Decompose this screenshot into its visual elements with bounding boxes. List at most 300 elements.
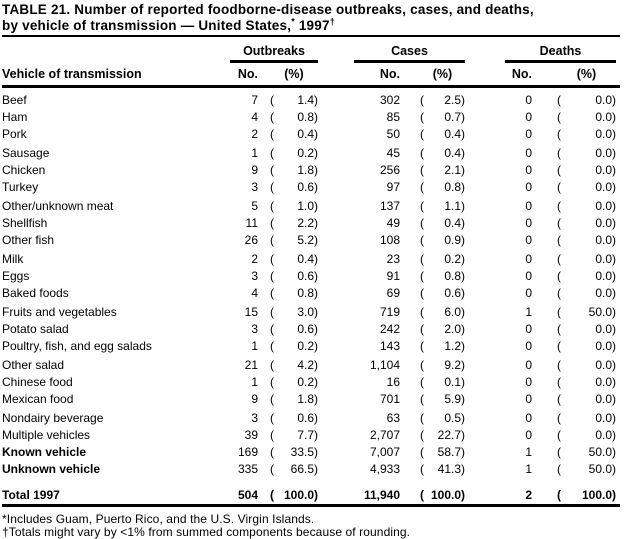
out-count: 169 [237,445,258,459]
open-paren: ( [557,286,561,300]
out-percent-value: 0.4) [297,252,318,266]
deaths-percent-value: 0.0) [595,428,616,442]
deaths-percent [532,486,616,504]
out-percent-value: 66.5) [290,462,318,476]
out-percent [258,162,318,179]
open-paren: ( [557,163,561,177]
out-percent-value: 1.8) [297,392,318,406]
cases-count: 137 [379,199,400,213]
out-count: 2 [251,252,258,266]
cases-percent-value: 1.1) [444,199,465,213]
deaths-percent [532,179,616,196]
open-paren: ( [420,93,424,107]
out-percent [258,304,318,321]
open-paren: ( [420,180,424,194]
asterisk-footnote-marker: * [291,16,295,26]
open-paren: ( [270,127,274,141]
open-paren: ( [557,146,561,160]
cases-percent-value: 9.2) [444,358,465,372]
out-percent [258,461,318,478]
cases-count: 69 [386,286,400,300]
cases-count: 4,933 [369,462,400,476]
deaths-percent [532,251,616,268]
table-body [2,88,620,478]
table-title-line2 [2,18,620,34]
out-count: 21 [244,358,258,372]
table-row [2,162,620,179]
cases-percent [400,179,465,196]
open-paren: ( [557,411,561,425]
open-paren: ( [557,180,561,194]
cases-percent [400,109,465,126]
vehicle-label: Pork [2,127,27,141]
out-count: 15 [244,305,258,319]
deaths-percent-value: 0.0) [595,339,616,353]
deaths-percent [532,374,616,391]
open-paren: ( [270,305,274,319]
out-count: 39 [244,428,258,442]
group-header-outbreaks-cell [230,43,318,63]
table-title-line1 [2,2,620,18]
out-percent [258,109,318,126]
open-paren: ( [270,411,274,425]
out-percent [258,357,318,374]
open-paren: ( [420,216,424,230]
open-paren: ( [557,305,561,319]
cases-percent [400,285,465,302]
open-paren: ( [557,488,561,502]
out-percent-value: 1.8) [297,163,318,177]
footnotes [2,513,620,539]
open-paren: ( [270,392,274,406]
open-paren: ( [420,199,424,213]
deaths-count: 0 [525,428,532,442]
cases-count: 49 [386,216,400,230]
open-paren: ( [420,269,424,283]
deaths-percent [532,285,616,302]
open-paren: ( [270,233,274,247]
deaths-percent [532,427,616,444]
cases-percent [400,321,465,338]
vehicle-label: Nondairy beverage [2,411,104,425]
deaths-count: 0 [525,216,532,230]
cases-percent [400,145,465,162]
deaths-count: 0 [525,358,532,372]
deaths-count: 0 [525,392,532,406]
deaths-count: 0 [525,93,532,107]
cases-percent [400,304,465,321]
out-count: 1 [251,375,258,389]
group-header-cases-cell [318,43,465,63]
cases-percent [400,357,465,374]
cases-count: 719 [379,305,400,319]
vehicle-label: Milk [2,252,24,266]
table-row [2,109,620,126]
cases-count: 256 [379,163,400,177]
deaths-percent-value: 0.0) [595,392,616,406]
table-row [2,321,620,338]
deaths-count: 0 [525,110,532,124]
deaths-count: 0 [525,411,532,425]
cases-percent-value: 0.8) [444,180,465,194]
out-percent-value: 0.6) [297,322,318,336]
cases-pct-header: (%) [432,67,453,81]
vehicle-label: Ham [2,110,28,124]
table-row [2,444,620,461]
open-paren: ( [557,216,561,230]
deaths-count: 0 [525,127,532,141]
cases-count: 11,940 [363,488,400,502]
deaths-percent-value: 0.0) [595,322,616,336]
outbreaks-no-header: No. [237,67,258,81]
open-paren: ( [270,93,274,107]
open-paren: ( [270,180,274,194]
cases-percent-value: 0.6) [444,286,465,300]
open-paren: ( [557,392,561,406]
out-percent-value: 0.8) [297,110,318,124]
cases-percent-value: 2.5) [444,93,465,107]
table-title-year: 1997 [294,17,330,33]
cases-percent [400,92,465,109]
cases-percent-value: 41.3) [437,462,465,476]
vehicle-label: Eggs [2,269,30,283]
column-subheader-row [2,63,620,85]
cases-count: 701 [379,392,400,406]
open-paren: ( [270,252,274,266]
open-paren: ( [420,392,424,406]
cases-count: 143 [379,339,400,353]
cases-count: 7,007 [369,445,400,459]
cases-percent [400,198,465,215]
cases-percent-value: 58.7) [437,445,465,459]
cases-percent [400,444,465,461]
open-paren: ( [557,252,561,266]
cases-count: 16 [386,375,400,389]
deaths-percent [532,391,616,408]
open-paren: ( [270,488,274,502]
table-row [2,198,620,215]
table-total-section [2,486,620,504]
open-paren: ( [270,199,274,213]
table-row [2,251,620,268]
out-count: 3 [251,269,258,283]
open-paren: ( [270,375,274,389]
open-paren: ( [270,163,274,177]
footnote-dagger: †Totals might vary by <1% from summed components because of rounding. [2,525,411,539]
open-paren: ( [420,305,424,319]
open-paren: ( [557,110,561,124]
open-paren: ( [420,411,424,425]
cases-percent [400,126,465,143]
deaths-count: 0 [525,199,532,213]
table-row [2,304,620,321]
table-title-text: by vehicle of transmission — United States, [2,17,292,33]
table-row [2,357,620,374]
out-percent [258,410,318,427]
cases-percent-value: 22.7) [437,428,465,442]
deaths-percent [532,126,616,143]
deaths-count: 0 [525,339,532,353]
vehicle-label: Other/unknown meat [2,199,114,213]
deaths-percent [532,92,616,109]
open-paren: ( [557,127,561,141]
out-count: 3 [251,180,258,194]
cases-percent-value: 0.5) [444,411,465,425]
open-paren: ( [420,286,424,300]
open-paren: ( [420,146,424,160]
table-row [2,391,620,408]
deaths-percent [532,215,616,232]
deaths-percent [532,444,616,461]
open-paren: ( [557,339,561,353]
deaths-count: 0 [525,286,532,300]
deaths-percent [532,232,616,249]
table-total-row [2,486,620,504]
open-paren: ( [557,233,561,247]
deaths-count: 0 [525,233,532,247]
cases-percent [400,251,465,268]
out-count: 4 [251,110,258,124]
cases-count: 63 [386,411,400,425]
cases-percent [400,486,465,504]
vehicle-label: Poultry, fish, and egg salads [2,339,152,353]
open-paren: ( [557,375,561,389]
out-count: 2 [251,127,258,141]
out-count: 1 [251,339,258,353]
out-count: 504 [237,488,258,502]
cases-percent-value: 0.8) [444,269,465,283]
deaths-percent [532,145,616,162]
out-percent [258,374,318,391]
row-header-label: Vehicle of transmission [2,67,142,81]
deaths-percent [532,304,616,321]
open-paren: ( [420,488,424,502]
out-count: 11 [245,216,258,230]
open-paren: ( [420,339,424,353]
cases-count: 97 [386,180,400,194]
deaths-count: 0 [525,322,532,336]
group-header-cases: Cases [354,43,465,63]
vehicle-label: Sausage [2,146,50,160]
out-count: 335 [237,462,258,476]
open-paren: ( [270,110,274,124]
out-percent-value: 0.6) [297,411,318,425]
deaths-percent-value: 0.0) [595,146,616,160]
cases-count: 45 [386,146,400,160]
open-paren: ( [270,462,274,476]
cases-percent-value: 0.9) [444,233,465,247]
out-percent [258,338,318,355]
deaths-percent-value: 0.0) [595,216,616,230]
deaths-count: 0 [525,146,532,160]
deaths-count: 0 [525,375,532,389]
table-row [2,126,620,143]
cases-no-header: No. [379,67,400,81]
out-percent-value: 1.0) [297,199,318,213]
table-row [2,268,620,285]
deaths-percent [532,321,616,338]
vehicle-label: Fruits and vegetables [2,305,117,319]
deaths-percent-value: 0.0) [595,252,616,266]
out-count: 9 [251,392,258,406]
out-count: 3 [251,322,258,336]
deaths-percent [532,198,616,215]
deaths-percent-value: 0.0) [595,93,616,107]
deaths-percent-value: 0.0) [595,180,616,194]
group-header-deaths-cell [465,43,616,63]
deaths-percent-value: 50.0) [588,445,616,459]
out-count: 3 [251,411,258,425]
vehicle-label: Known vehicle [2,445,87,459]
table-row [2,232,620,249]
open-paren: ( [420,252,424,266]
out-percent [258,391,318,408]
deaths-percent-value: 0.0) [595,233,616,247]
out-percent [258,486,318,504]
vehicle-label: Other salad [2,358,65,372]
cases-percent-value: 0.4) [444,146,465,160]
deaths-percent-value: 0.0) [595,110,616,124]
cases-count: 242 [379,322,400,336]
deaths-percent-value: 0.0) [595,358,616,372]
out-percent [258,251,318,268]
deaths-percent-value: 100.0) [581,488,616,502]
cases-percent-value: 6.0) [444,305,465,319]
deaths-count: 1 [525,305,532,319]
table-row [2,285,620,302]
open-paren: ( [420,322,424,336]
dagger-footnote-marker: † [329,16,335,26]
deaths-percent-value: 0.0) [595,375,616,389]
vehicle-label: Other fish [2,233,55,247]
open-paren: ( [420,375,424,389]
out-percent-value: 0.8) [297,286,318,300]
vehicle-label: Chinese food [2,375,73,389]
deaths-percent-value: 0.0) [595,127,616,141]
cases-count: 23 [386,252,400,266]
cases-percent-value: 0.4) [444,216,465,230]
cases-count: 302 [379,93,400,107]
vehicle-label: Beef [2,93,27,107]
open-paren: ( [420,445,424,459]
deaths-count: 2 [525,488,532,502]
title-divider-rule [2,35,620,37]
deaths-count: 1 [525,462,532,476]
out-percent [258,285,318,302]
table-row [2,410,620,427]
open-paren: ( [270,322,274,336]
out-count: 7 [251,93,258,107]
out-percent-value: 2.2) [297,216,318,230]
vehicle-label: Unknown vehicle [2,462,101,476]
cases-count: 1,104 [369,358,400,372]
open-paren: ( [270,358,274,372]
vehicle-label: Turkey [2,180,39,194]
table-row [2,374,620,391]
out-percent-value: 0.4) [297,127,318,141]
cases-percent [400,162,465,179]
open-paren: ( [270,286,274,300]
cases-percent [400,268,465,285]
open-paren: ( [557,462,561,476]
vehicle-label: Shellfish [2,216,48,230]
open-paren: ( [270,339,274,353]
cases-percent [400,461,465,478]
table-title-text: TABLE 21. Number of reported foodborne-disease outbreaks, cases, and deaths, [2,2,534,17]
vehicle-label: Baked foods [2,286,69,300]
out-percent-value: 0.6) [297,269,318,283]
out-percent-value: 1.4) [297,93,318,107]
out-percent [258,198,318,215]
out-percent-value: 0.2) [297,339,318,353]
deaths-count: 0 [525,180,532,194]
table-row [2,92,620,109]
footnote-asterisk: *Includes Guam, Puerto Rico, and the U.S. Virgin Islands. [2,512,315,526]
cases-percent [400,391,465,408]
cases-percent [400,427,465,444]
deaths-percent [532,109,616,126]
cases-percent [400,374,465,391]
deaths-no-header: No. [511,67,532,81]
cases-percent-value: 0.7) [444,110,465,124]
deaths-percent-value: 50.0) [588,305,616,319]
deaths-percent-value: 0.0) [595,286,616,300]
deaths-count: 0 [525,252,532,266]
out-percent [258,126,318,143]
table-row [2,338,620,355]
open-paren: ( [420,462,424,476]
deaths-percent [532,410,616,427]
open-paren: ( [270,216,274,230]
vehicle-label: Multiple vehicles [2,428,91,442]
deaths-count: 0 [525,269,532,283]
bottom-rule [2,504,620,507]
out-percent-value: 0.2) [297,375,318,389]
cases-count: 50 [386,127,400,141]
out-percent-value: 4.2) [297,358,318,372]
cases-percent-value: 0.1) [444,375,465,389]
open-paren: ( [270,428,274,442]
group-header-deaths: Deaths [505,43,616,63]
cases-count: 2,707 [369,428,400,442]
open-paren: ( [557,445,561,459]
out-percent [258,92,318,109]
open-paren: ( [270,445,274,459]
out-count: 1 [251,146,258,160]
column-group-header-row [2,43,620,63]
cases-percent [400,410,465,427]
open-paren: ( [270,146,274,160]
out-percent-value: 3.0) [297,305,318,319]
out-percent-value: 33.5) [290,445,318,459]
cases-percent-value: 2.0) [444,322,465,336]
deaths-percent [532,357,616,374]
out-percent-value: 0.2) [297,146,318,160]
open-paren: ( [557,322,561,336]
out-count: 5 [251,199,258,213]
table-row [2,145,620,162]
out-percent [258,179,318,196]
open-paren: ( [557,269,561,283]
out-count: 9 [251,163,258,177]
out-percent-value: 5.2) [297,233,318,247]
cases-count: 108 [379,233,400,247]
out-percent [258,145,318,162]
open-paren: ( [557,358,561,372]
out-percent-value: 100.0) [283,488,318,502]
out-count: 26 [244,233,258,247]
out-percent [258,321,318,338]
